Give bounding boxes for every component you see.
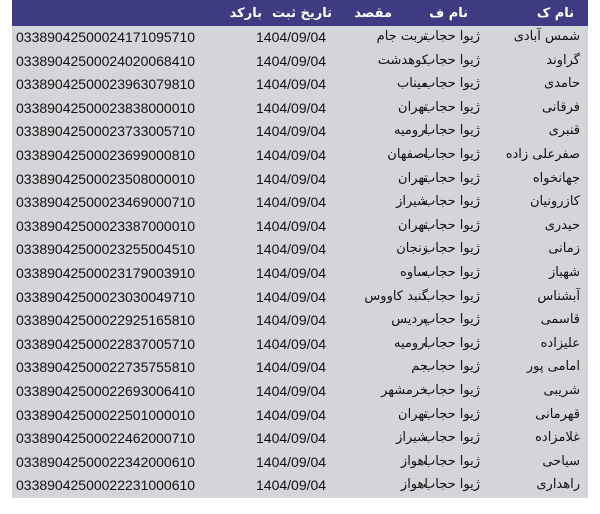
cell-name[interactable]: قنبری [548, 123, 580, 139]
cell-date[interactable]: 1404/09/04 [256, 123, 327, 140]
cell-destination[interactable]: میناب [396, 76, 428, 92]
cell-date[interactable]: 1404/09/04 [256, 194, 327, 211]
cell-barcode[interactable]: 03389042500022342000610 [16, 453, 196, 470]
cell-destination[interactable]: گنبد کاووس [364, 288, 428, 304]
table-row[interactable] [12, 451, 588, 474]
cell-name[interactable]: حیدری [544, 217, 580, 233]
cell-barcode[interactable]: 03389042500023963079810 [16, 76, 196, 93]
cell-destination[interactable]: اهواز [400, 453, 428, 469]
table-header [12, 0, 588, 26]
cell-destination[interactable]: ارومیه [393, 123, 428, 139]
cell-destination[interactable]: تهران [398, 217, 428, 233]
cell-barcode[interactable]: 03389042500022925165810 [16, 312, 196, 329]
cell-date[interactable]: 1404/09/04 [256, 99, 327, 116]
cell-name[interactable]: گراوند [546, 52, 580, 68]
cell-destination[interactable]: تربت جام [376, 29, 428, 44]
cell-date[interactable]: 1404/09/04 [256, 288, 327, 305]
cell-company[interactable]: ژیوا حجاب [423, 29, 480, 44]
cell-destination[interactable]: تهران [398, 406, 428, 422]
cell-company[interactable]: ژیوا حجاب [423, 52, 480, 68]
cell-name[interactable]: قاسمی [540, 312, 580, 328]
cell-date[interactable]: 1404/09/04 [256, 335, 327, 352]
cell-barcode[interactable]: 03389042500024020068410 [16, 52, 196, 69]
table-row[interactable] [12, 356, 588, 379]
cell-destination[interactable]: تهران [398, 170, 428, 186]
cell-name[interactable]: قهرمانی [535, 406, 580, 422]
cell-name[interactable]: شریبی [543, 383, 580, 398]
cell-company[interactable]: ژیوا حجاب [423, 147, 480, 162]
table-row[interactable] [12, 262, 588, 285]
cell-date[interactable]: 1404/09/04 [256, 265, 327, 281]
cell-name[interactable]: جهانخواه [532, 170, 580, 186]
cell-date[interactable]: 1404/09/04 [256, 217, 327, 234]
cell-date[interactable]: 1404/09/04 [256, 430, 327, 447]
table-row[interactable] [12, 191, 588, 214]
cell-company[interactable]: ژیوا حجاب [423, 430, 480, 446]
cell-barcode[interactable]: 03389042500022693006410 [16, 383, 196, 399]
cell-name[interactable]: فرقانی [541, 99, 580, 115]
cell-company[interactable]: ژیوا حجاب [423, 170, 480, 186]
cell-date[interactable]: 1404/09/04 [256, 359, 327, 376]
cell-date[interactable]: 1404/09/04 [256, 147, 327, 163]
cell-company[interactable]: ژیوا حجاب [423, 265, 480, 280]
cell-destination[interactable]: اصفهان [387, 147, 428, 162]
cell-name[interactable]: کازرونیان [529, 194, 580, 210]
cell-company[interactable]: ژیوا حجاب [423, 335, 480, 351]
table-row[interactable] [12, 215, 588, 238]
cell-date[interactable]: 1404/09/04 [256, 383, 327, 399]
table-row[interactable] [12, 97, 588, 120]
cell-company[interactable]: ژیوا حجاب [423, 194, 480, 210]
table-row[interactable] [12, 404, 588, 427]
cell-name[interactable]: صفرعلی زاده [505, 147, 580, 162]
cell-name[interactable]: شهباز [548, 265, 580, 280]
cell-barcode[interactable]: 03389042500023838000010 [16, 99, 196, 116]
cell-barcode[interactable]: 03389042500023469000710 [16, 194, 196, 211]
cell-name[interactable]: علیزاده [540, 335, 580, 351]
cell-name[interactable]: سیاحی [542, 453, 580, 469]
cell-barcode[interactable]: 03389042500023508000010 [16, 170, 196, 187]
table-row[interactable] [12, 168, 588, 191]
cell-destination[interactable]: اهواز [400, 477, 428, 493]
cell-destination[interactable]: خرمشهر [381, 383, 428, 398]
cell-name[interactable]: امامی پور [526, 359, 580, 375]
cell-barcode[interactable]: 03389042500022837005710 [16, 335, 196, 352]
table-row[interactable] [12, 26, 588, 49]
cell-destination[interactable]: شیراز [396, 194, 428, 210]
cell-destination[interactable]: پردیس [391, 312, 428, 328]
cell-date[interactable]: 1404/09/04 [256, 312, 327, 329]
table-row[interactable] [12, 474, 588, 497]
cell-company[interactable]: ژیوا حجاب [423, 217, 480, 233]
header-name[interactable]: نام ک [536, 6, 574, 21]
cell-barcode[interactable]: 03389042500023030049710 [16, 288, 196, 305]
cell-date[interactable]: 1404/09/04 [256, 76, 327, 93]
cell-company[interactable]: ژیوا حجاب [423, 76, 480, 92]
cell-name[interactable]: حامدی [544, 76, 580, 92]
header-date[interactable]: تاریخ ثبت [272, 6, 332, 21]
cell-company[interactable]: ژیوا حجاب [423, 406, 480, 422]
cell-destination[interactable]: تهران [398, 99, 428, 115]
cell-date[interactable]: 1404/09/04 [256, 170, 327, 187]
cell-destination[interactable]: شیراز [396, 430, 428, 446]
cell-destination[interactable]: ارومیه [393, 335, 428, 351]
table-row[interactable] [12, 286, 588, 309]
cell-barcode[interactable]: 03389042500022735755810 [16, 359, 196, 376]
cell-date[interactable]: 1404/09/04 [256, 29, 327, 45]
header-destination[interactable]: مقصد [354, 6, 392, 21]
cell-destination[interactable]: کوهدشت [377, 52, 428, 68]
cell-company[interactable]: ژیوا حجاب [423, 288, 480, 304]
cell-barcode[interactable]: 03389042500023255004510 [16, 241, 196, 258]
cell-destination[interactable]: زنجان [396, 241, 428, 257]
table-row[interactable] [12, 50, 588, 73]
table-row[interactable] [12, 309, 588, 332]
cell-company[interactable]: ژیوا حجاب [423, 453, 480, 469]
cell-company[interactable]: ژیوا حجاب [423, 241, 480, 257]
cell-destination[interactable]: جم [411, 359, 428, 375]
spreadsheet-view [12, 0, 588, 498]
cell-barcode[interactable]: 03389042500022501000010 [16, 406, 196, 423]
header-company[interactable]: نام ف [429, 6, 468, 21]
cell-name[interactable]: شمس آبادی [513, 29, 580, 44]
table-row[interactable] [12, 238, 588, 261]
cell-name[interactable]: غلامزاده [535, 430, 580, 446]
table-row[interactable] [12, 333, 588, 356]
cell-barcode[interactable]: 03389042500024171095710 [16, 29, 196, 45]
cell-date[interactable]: 1404/09/04 [256, 241, 327, 258]
cell-destination[interactable]: ساوه [400, 265, 428, 280]
cell-company[interactable]: ژیوا حجاب [423, 359, 480, 375]
cell-name[interactable]: آبشناس [537, 288, 580, 304]
cell-company[interactable]: ژیوا حجاب [423, 383, 480, 398]
cell-barcode[interactable]: 03389042500022462000710 [16, 430, 196, 447]
cell-barcode[interactable]: 03389042500023699000810 [16, 147, 196, 163]
header-barcode[interactable]: بارکد [229, 6, 262, 21]
cell-barcode[interactable]: 03389042500023387000010 [16, 217, 196, 234]
cell-date[interactable]: 1404/09/04 [256, 453, 327, 470]
cell-name[interactable]: زمانی [548, 241, 580, 257]
table-row[interactable] [12, 144, 588, 167]
cell-barcode[interactable]: 03389042500022231000610 [16, 477, 196, 494]
cell-name[interactable]: راهداری [536, 477, 580, 493]
table-row[interactable] [12, 120, 588, 143]
cell-date[interactable]: 1404/09/04 [256, 52, 327, 69]
cell-barcode[interactable]: 03389042500023733005710 [16, 123, 196, 140]
table-row[interactable] [12, 380, 588, 403]
cell-company[interactable]: ژیوا حجاب [423, 312, 480, 328]
cell-date[interactable]: 1404/09/04 [256, 477, 327, 494]
table-row[interactable] [12, 427, 588, 450]
cell-company[interactable]: ژیوا حجاب [423, 99, 480, 115]
cell-company[interactable]: ژیوا حجاب [423, 123, 480, 139]
cell-barcode[interactable]: 03389042500023179003910 [16, 265, 196, 281]
cell-company[interactable]: ژیوا حجاب [423, 477, 480, 493]
table-row[interactable] [12, 73, 588, 96]
cell-date[interactable]: 1404/09/04 [256, 406, 327, 423]
